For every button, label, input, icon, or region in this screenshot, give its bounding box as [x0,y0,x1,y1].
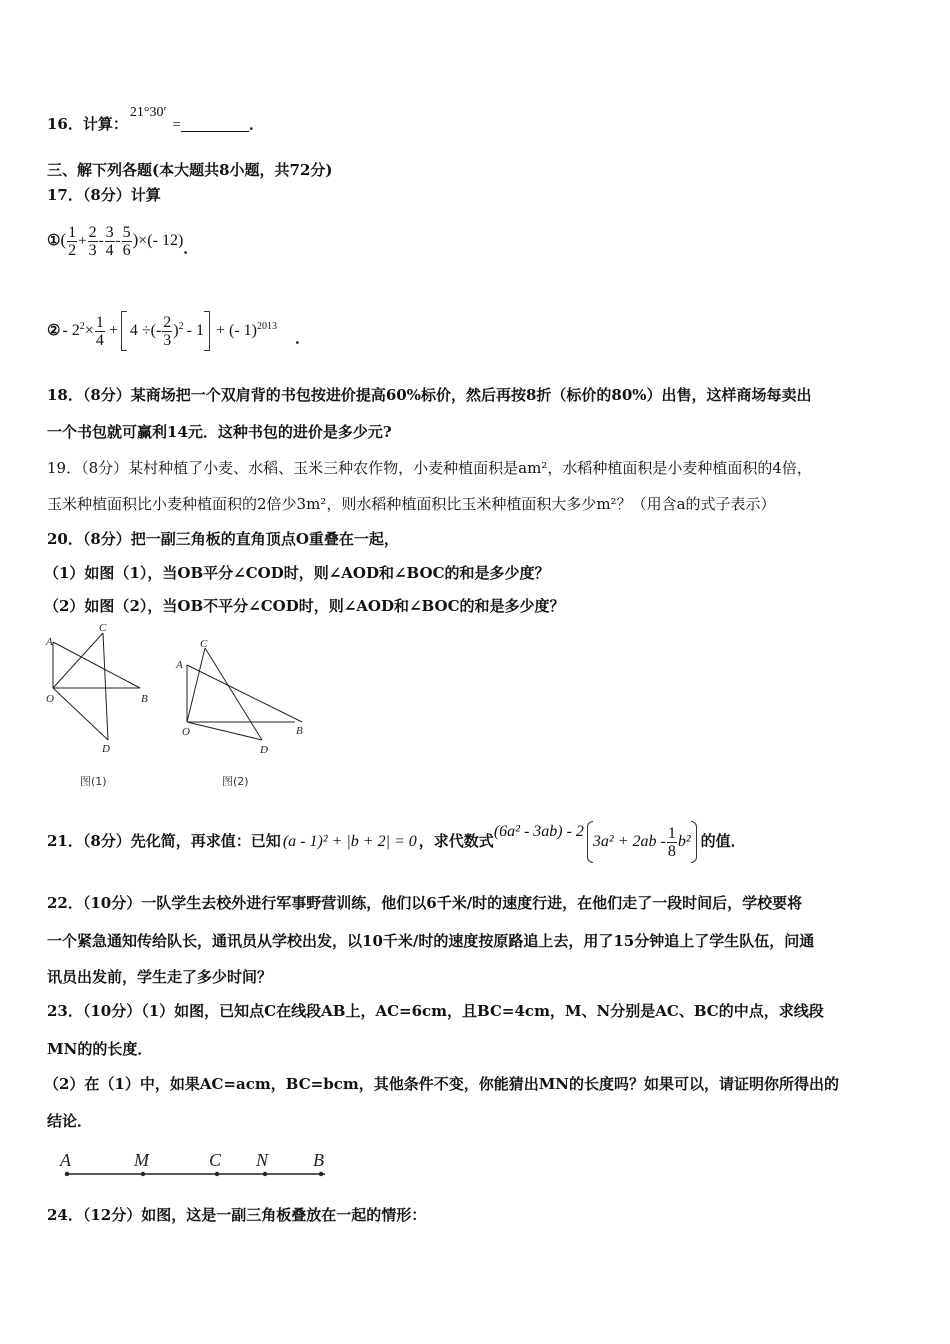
fig2-label-a: A [176,659,183,671]
fraction: $\frac{1}{2}$ [68,223,77,259]
fig1-label-b: B [141,693,148,705]
section-3-title: 三、解下列各题(本大题共8小题，共72分) [47,161,333,179]
figure-2 [187,648,302,740]
q21-condition: (a - 1)² + |b + 2| = 0 [282,833,417,850]
fraction: $\frac{2}{3}$ [88,223,97,259]
fraction: $\frac{5}{6}$ [122,223,131,259]
point-n [263,1172,267,1176]
q16: 16．计算：21°30′= ． [47,105,265,133]
q18-line1: 18．（8分）某商场把一个双肩背的书包按进价提高60%标价，然后再按8折（标价的80%）出售，这样商场每卖出 [47,386,812,404]
fig1-label-o: O [46,693,54,705]
q20-part1: （1）如图（1），当OB平分∠COD时，则∠AOD和∠BOC的和是多少度？ [44,564,550,582]
point-b [319,1172,323,1176]
fig2-caption: 图(2) [222,775,249,788]
q17-part1: ①( $\frac{1}{2}$ + $\frac{2}{3}$ - $\frac{3}{4}$ - $\frac{5}{6}$ )×(- 12)． [47,223,199,259]
label-c: C [209,1150,222,1170]
q16-expr: 21°30′ [129,105,167,120]
point-m [141,1172,145,1176]
point-c [215,1172,219,1176]
q22-line3: 讯员出发前，学生走了多少时间？ [47,968,273,986]
q23-line2: MN的的长度． [47,1040,153,1058]
q19-line2: 玉米种植面积比小麦种植面积的2倍少3m²，则水稻种植面积比玉米种植面积大多少m²？（用含a的式子表示） [47,495,776,513]
q24-line1: 24．（12分）如图，这是一副三角板叠放在一起的情形： [47,1206,427,1224]
label-n: N [256,1150,269,1170]
q19-line1: 19．（8分）某村种植了小麦、水稻、玉米三种农作物，小麦种植面积是am²，水稻种植面积是小麦种植面积的4倍， [47,459,812,477]
fig1-label-c: C [99,622,107,634]
q21-expression: (6a² - 3ab) - 2 [493,823,584,840]
q23-line4: 结论． [47,1112,93,1130]
q23-line3: （2）在（1）中，如果AC=acm，BC=bcm，其他条件不变，你能猜出MN的长度吗？如果可以，请证明你所得出的 [44,1075,840,1093]
fig2-label-b: B [296,725,303,737]
label-m: M [134,1150,149,1170]
q17-part2: ② - $2^2\times$ $\frac{1}{4}$ + 4 ÷(- $\frac{2}{3}$ )$^2$ - 1 + (- 1)$^{2013}$． [47,306,310,352]
fraction: $\frac{1}{4}$ [95,313,104,349]
figure-1 [53,633,140,740]
q22-line2: 一个紧急通知传给队长，通讯员从学校出发，以10千米/时的速度按原路追上去，用了15分钟追上了学生队伍，问通 [47,932,815,950]
q20-part2: （2）如图（2），当OB不平分∠COD时，则∠AOD和∠BOC的和是多少度？ [44,597,565,615]
fig1-caption: 图(1) [80,775,107,788]
fig1-label-d: D [102,743,110,755]
fig1-label-a: A [46,636,53,648]
q23-segment-figure [55,1148,345,1183]
q20-figures [40,620,320,795]
fig2-label-c: C [200,638,208,650]
point-a [65,1172,69,1176]
fig2-label-d: D [260,744,268,756]
q21: 21．（8分）先化简，再求值：已知 (a - 1)² + |b + 2| = 0 ，求代数式(6a² - 3ab) - 23a² + 2ab - $\frac{1}{8}$ b² 的值． [47,818,746,865]
label-a: A [60,1150,71,1170]
fig2-label-o: O [182,726,190,738]
q16-answer-blank [181,117,249,132]
q22-line1: 22．（10分）一队学生去校外进行军事野营训练，他们以6千米/时的速度行进，在他们走了一段时间后，学校要将 [47,894,803,912]
fraction: $\frac{2}{3}$ [163,313,172,349]
fraction: $\frac{1}{8}$ [667,824,676,860]
q17-title: 17．（8分）计算 [47,186,161,204]
q18-line2: 一个书包就可赢利14元．这种书包的进价是多少元? [47,423,392,441]
label-b: B [313,1150,324,1170]
fraction: $\frac{3}{4}$ [105,223,114,259]
q20-title: 20．（8分）把一副三角板的直角顶点O重叠在一起， [47,530,399,548]
q23-line1: 23．（10分）（1）如图，已知点C在线段AB上，AC=6cm，且BC=4cm，M、N分别是AC、BC的中点，求线段 [47,1002,824,1020]
